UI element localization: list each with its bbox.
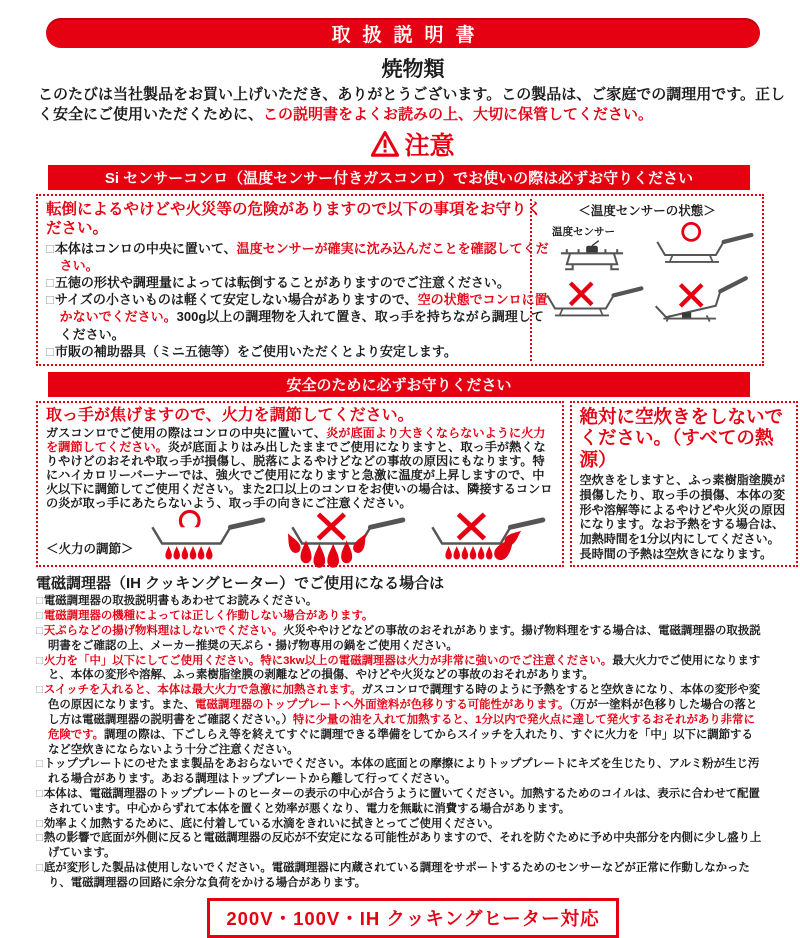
ih-checklist bbox=[36, 594, 764, 891]
pan-ok-icon bbox=[648, 219, 756, 271]
checklist-item bbox=[36, 609, 764, 624]
circle-ok-icon bbox=[683, 223, 700, 240]
tip-over-warning-title: 転倒によるやけどや火災等の危険がありますので以下の事項をお守りください。 bbox=[46, 201, 543, 238]
checklist-item-text: 本体はコンロの中央に置いて、温度センサーが確実に沈み込んだことを確認してください。 bbox=[54, 240, 549, 273]
voltage-compat-badge: 200V・100V・IH クッキングヒーター対応 bbox=[207, 898, 618, 938]
checklist-item bbox=[36, 817, 764, 832]
checklist-item bbox=[46, 274, 551, 291]
checkbox-icon: □ bbox=[36, 654, 43, 667]
sensor-burner-figure bbox=[538, 224, 646, 276]
manual-title: 取扱説明書 bbox=[331, 24, 487, 46]
checkbox-icon: □ bbox=[46, 292, 54, 308]
intro-paragraph: このたびは当社製品をお買い上げいただき、ありがとうございます。この製品は、ご家庭での調理用です。正しく安全にご使用いただくために、この説明書をよくお読みの上、大切に保管してください。 bbox=[38, 86, 786, 123]
checklist-item bbox=[46, 343, 551, 360]
checklist-item-text: 五徳の形状や調理量によっては転倒することがありますのでご注意ください。 bbox=[54, 275, 510, 291]
checkbox-icon: □ bbox=[36, 758, 43, 771]
warning-triangle-icon bbox=[371, 131, 399, 157]
checkbox-icon: □ bbox=[36, 817, 43, 830]
checklist-item-text: 効率よく加熱するために、底に付着している水滴をきれいに拭きとってご使用ください。 bbox=[43, 817, 500, 830]
pan-wrong-figure bbox=[538, 276, 646, 329]
checklist-item bbox=[36, 861, 764, 891]
pan-tilted-wrong-figure bbox=[648, 276, 756, 329]
checklist-item bbox=[36, 787, 764, 817]
pan-flame-handle-ng-icon bbox=[418, 511, 554, 563]
safety-bar bbox=[48, 372, 750, 397]
pan-flame-ok-icon bbox=[138, 511, 274, 563]
checklist-item-text: 天ぷらなどの揚げ物料理はしないでください。火災ややけどなどの事故のおそれがあります。揚げ物料理をする場合は、電磁調理器の取扱説明書をご確認の上、メーカー推奨の天ぷら・揚げ物専用の鍋をご使用ください。 bbox=[43, 624, 761, 652]
checkbox-icon: □ bbox=[36, 624, 43, 637]
gas-burner-sensor-icon bbox=[550, 239, 634, 271]
caution-title: 注意 bbox=[404, 132, 455, 160]
dry-heating-warning-box bbox=[570, 401, 798, 567]
sensor-state-panel bbox=[530, 199, 758, 361]
tip-over-warning-box bbox=[36, 194, 764, 366]
checklist-item-text: 市販の補助器具（ミニ五徳等）をご使用いただくとより安定します。 bbox=[54, 343, 457, 359]
si-sensor-bar bbox=[48, 165, 750, 190]
checklist-item-text: 熱の影響で底面が外側に反ると電磁調理器の反応が不安定になる可能性がありますので、それを防ぐために予め中央部分を内側に少し盛り上げています。 bbox=[43, 832, 762, 860]
checklist-item bbox=[36, 594, 764, 609]
checkbox-icon: □ bbox=[36, 862, 43, 875]
checkbox-icon: □ bbox=[36, 684, 43, 697]
checklist-item-text: トッププレートにのせたまま製品をあおらないでください。本体の底面との摩擦によりトッププレートにキズを生じたり、アルミ粉が生じ汚れる場合があります。あおる調理はトッププレートから離して行ってください。 bbox=[43, 758, 760, 786]
dry-heating-body: 空炊きをしますと、ふっ素樹脂塗膜が損傷したり、取っ手の損傷、本体の変形や溶解等によるやけどや火災の原因になります。なお予熱をする場合は、加熱時間を1分以内にしてください。長時間の予熱は空炊きになります。 bbox=[579, 473, 786, 561]
checklist-item bbox=[36, 757, 764, 787]
checklist-item-text: 火力を「中」以下にしてご使用ください。特に3kw以上の電磁調理器は火力が非常に強いのでご注意ください。最大火力でご使用になりますと、本体の変形や溶解、ふっ素樹脂塗膜の剥離などの損傷、やけどや火災などの事故のおそれがあります。 bbox=[43, 654, 761, 682]
checklist-item bbox=[46, 240, 551, 274]
handle-burn-warning-box bbox=[36, 401, 564, 567]
checkbox-icon: □ bbox=[36, 595, 43, 608]
checkbox-icon: □ bbox=[46, 343, 54, 359]
checklist-item-text: 電磁調理器の機種によっては正しく作動しない場合があります。 bbox=[43, 610, 374, 623]
sensor-state-title: ＜温度センサーの状態＞ bbox=[578, 204, 716, 218]
checklist-item-text: サイズの小さいものは軽くて安定しない場合がありますので、空の状態でコンロに置かないでください。300g以上の調理物を入れて置き、取っ手を持ちながら調理してください。 bbox=[54, 292, 548, 342]
flame-adjust-label: ＜火力の調節＞ bbox=[46, 542, 134, 557]
ih-section bbox=[36, 572, 764, 891]
checklist-item bbox=[36, 654, 764, 684]
small-flames-icon bbox=[165, 546, 212, 559]
checklist-item bbox=[36, 831, 764, 861]
si-sensor-bar-text: Si センサーコンロ（温度センサー付きガスコンロ）でお使いの際は必ずお守りください bbox=[104, 170, 694, 187]
checklist-item-text: 本体は、電磁調理器のトッププレートのヒーターの表示の中心が合うように置いてください。加熱するためのコイルは、表示に合わせて配置されています。中心からずれて本体を置くと効率が悪くなり、電力を無駄に消費する場合があります。 bbox=[43, 787, 760, 815]
pan-ng-icon bbox=[538, 276, 646, 324]
pan-correct-figure bbox=[648, 219, 756, 276]
product-category-title: 焼物類 bbox=[381, 58, 445, 81]
safety-bar-text: 安全のために必ずお守りください bbox=[286, 376, 512, 394]
flame-adjust-diagram bbox=[46, 511, 554, 563]
checkbox-icon: □ bbox=[36, 787, 43, 800]
checklist-item bbox=[36, 683, 764, 757]
checkbox-icon: □ bbox=[46, 240, 54, 256]
checklist-item-text: 底が変形した製品は使用しないでください。電磁調理器に内蔵されている調理をサポートするためのセンサーなどが正常に作動しなかったり、電磁調理器の回路に余分な負荷をかける場合があります。 bbox=[43, 862, 750, 889]
handle-burn-title: 取っ手が焦げますので、火力を調節してください。 bbox=[46, 406, 414, 424]
caution-heading bbox=[36, 126, 790, 162]
checkbox-icon: □ bbox=[36, 610, 43, 623]
checkbox-icon: □ bbox=[46, 275, 54, 291]
checklist-item bbox=[36, 624, 764, 654]
checklist-item-text: スイッチを入れると、本体は最大火力で急激に加熱されます。ガスコンロで調理する時のように予熱をすると空炊きになり、本体の変形や変色の原因になります。また、電磁調理器のトッププレートへ外面塗料が色移りする可能性があります。（万が一塗料が色移りした場合の落とし方は電磁調理器の説明書をご確認ください。）特に少量の油を入れて加熱すると、1分以内で発火点に達して発火するおそれがあり非常に危険です。調理の際は、下ごしらえ等を終えてすぐに調理できる準備をしてからスイッチを入れたり、すぐに火力を「中」以下に調節するなど空炊きにならないよう十分ご注意ください。 bbox=[43, 684, 761, 756]
ih-section-title: 電磁調理器（IH クッキングヒーター）でご使用になる場合は bbox=[36, 575, 445, 593]
temperature-sensor-label: 温度センサー bbox=[552, 226, 615, 238]
checklist-item-text: 電磁調理器の取扱説明書もあわせてお読みください。 bbox=[43, 595, 318, 608]
pan-tilted-ng-icon bbox=[648, 276, 756, 324]
pan-flame-ng-icon bbox=[278, 511, 414, 563]
checklist-item bbox=[46, 291, 551, 342]
tip-over-checklist bbox=[46, 240, 551, 360]
dry-heating-title: 絶対に空炊きをしないでください。（すべての熱源） bbox=[579, 405, 784, 470]
checkbox-icon: □ bbox=[36, 832, 43, 845]
handle-burn-body: ガスコンロでご使用の際はコンロの中央に置いて、炎が底面より大きくならないように火力を調節してください。炎が底面よりはみ出したままでご使用になりますと、取っ手が熱くなりやけどのおそれや取っ手が損傷し、脱落によるやけどなどの事故の原因にもなります。特にハイカロリーバーナーでは、強火でご使用になりますと急激に温度が上昇しますので、中火以下に調節してご使用ください。また2口以上のコンロをお使いの場合は、隣接するコンロの炎が取っ手にあたらないよう、取っ手の向きにご注意ください。 bbox=[46, 426, 553, 511]
manual-title-banner bbox=[46, 18, 760, 48]
